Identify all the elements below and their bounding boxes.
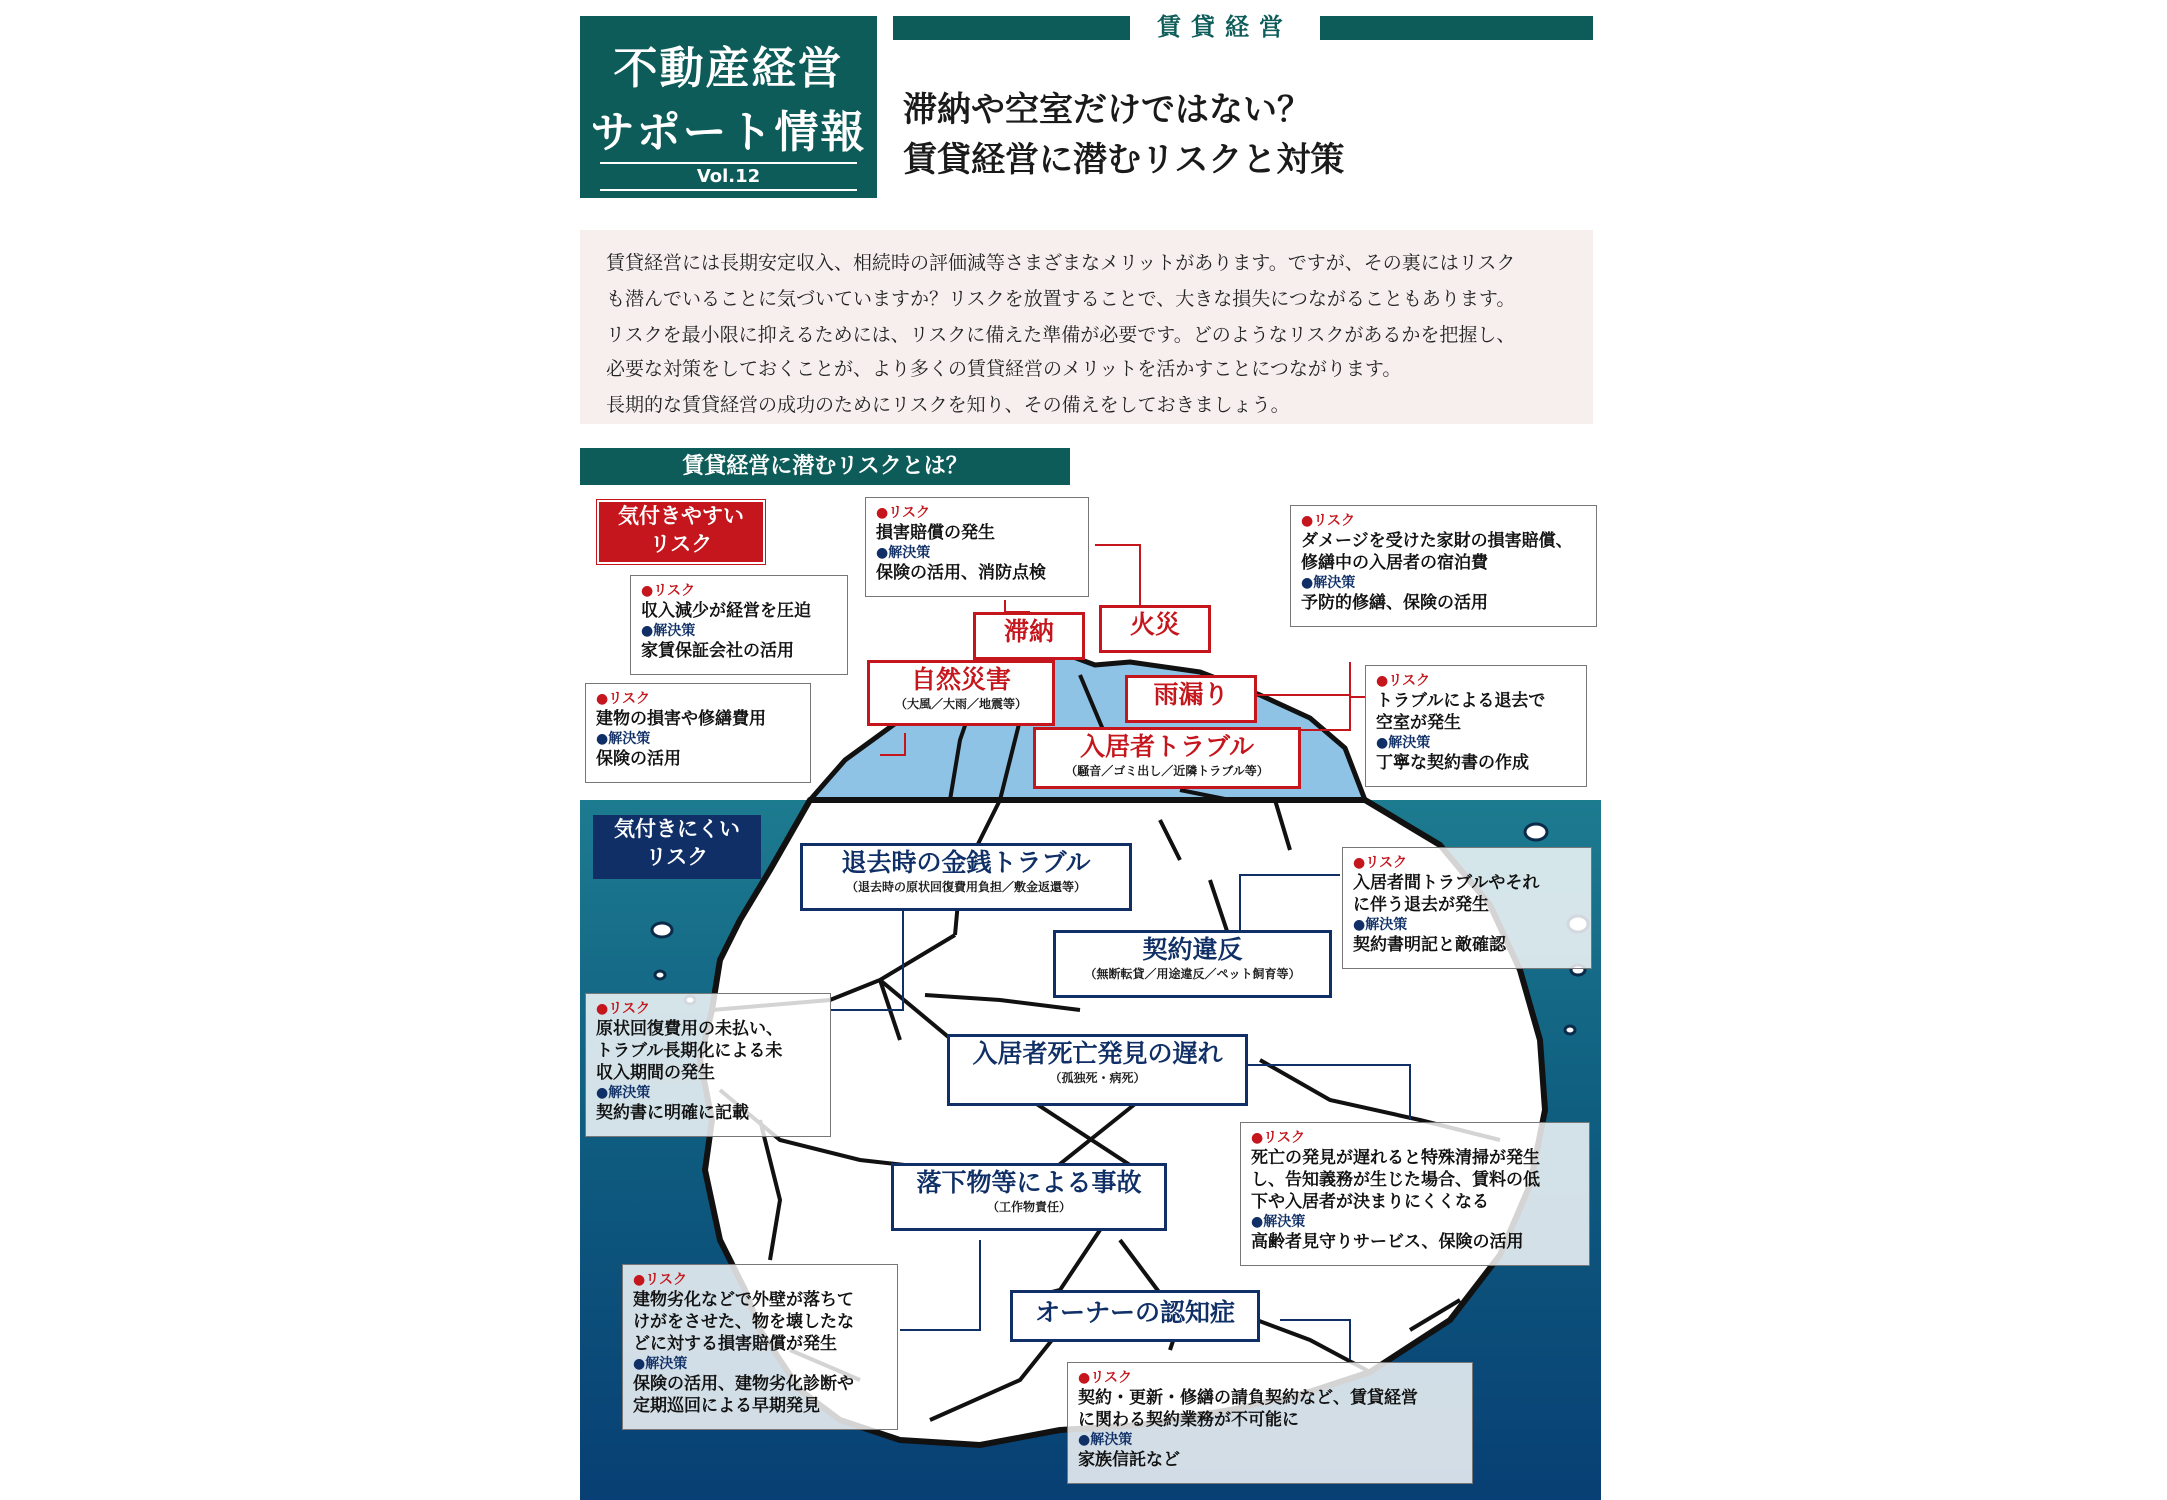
callout-delinquency (630, 575, 848, 675)
risk-name: 滞納 (1003, 617, 1054, 646)
callout-fire (865, 497, 1089, 597)
risk-examples: （無断転貸／用途違反／ペット飼育等） (1084, 967, 1301, 981)
solution-label: ● 解決策 (1376, 734, 1576, 752)
title-line-2: サポート情報 (590, 107, 867, 158)
risk-label: ● リスク (1251, 1129, 1579, 1147)
solution-label: ● 解決策 (1353, 916, 1581, 934)
risk-text: 建物の損害や修繕費用 (596, 709, 766, 729)
solution-text: 家賃保証会社の活用 (641, 641, 794, 661)
solution-label: ● 解決策 (1251, 1213, 1579, 1231)
solution-text: 契約書明記と敵確認 (1353, 935, 1506, 955)
risk-text: に伴う退去が発生 (1353, 895, 1489, 915)
risk-name: 退去時の金銭トラブル (841, 848, 1091, 877)
solution-text: 保険の活用、消防点検 (876, 563, 1046, 583)
risk-text: 建物劣化などで外壁が落ちて (633, 1290, 854, 1310)
tag-line: リスク (645, 845, 709, 869)
risk-box-fire (1099, 605, 1211, 653)
bubble (655, 971, 665, 979)
risk-text: 収入減少が経営を圧迫 (641, 601, 811, 621)
solution-text: 高齢者見守りサービス、保険の活用 (1251, 1232, 1524, 1252)
intro-line: 長期的な賃貸経営の成功のためにリスクを知り、その備えをしておきましょう。 (606, 394, 1290, 416)
risk-box-tenant-trouble (1033, 727, 1301, 789)
intro-line: 賃貸経営には長期安定収入、相続時の評価減等さまざまなメリットがあります。ですが、その裏にはリスク (606, 252, 1516, 274)
risk-text: 収入期間の発生 (596, 1063, 715, 1083)
risk-text: 損害賠償の発生 (876, 523, 995, 543)
risk-box-falling-objects (891, 1163, 1167, 1231)
headline-line-2: 賃貸経営に潜むリスクと対策 (903, 140, 1345, 180)
callout-tenant-trouble (1365, 665, 1587, 787)
risk-label: ● リスク (633, 1271, 887, 1289)
easy-to-notice-tag (597, 500, 765, 564)
risk-label: ● リスク (1376, 672, 1576, 690)
callout-owner-dementia (1067, 1362, 1473, 1484)
solution-text: 丁寧な契約書の作成 (1376, 753, 1529, 773)
callout-late-death-discovery (1240, 1122, 1590, 1266)
solution-text: 予防的修繕、保険の活用 (1301, 593, 1488, 613)
callout-roof-leak (1290, 505, 1597, 627)
title-line-1: 不動産経営 (613, 43, 844, 94)
risk-label: ● リスク (876, 504, 1078, 522)
solution-label: ● 解決策 (596, 730, 800, 748)
risk-label: ● リスク (641, 582, 837, 600)
risk-text: ダメージを受けた家財の損害賠償、 (1301, 531, 1573, 551)
risk-text: 契約・更新・修繕の請負契約など、賃貸経営 (1078, 1388, 1418, 1408)
risk-text: に関わる契約業務が不可能に (1078, 1410, 1299, 1430)
risk-examples: （孤独死・病死） (1049, 1071, 1146, 1085)
headline-line-1: 滞納や空室だけではない？ (903, 90, 1311, 130)
callout-move-out-money-trouble (585, 993, 831, 1137)
intro-line: も潜んでいることに気づいていますか？リスクを放置することで、大きな損失につながることもあります。 (606, 288, 1516, 310)
bubble (1525, 824, 1547, 840)
risk-text: トラブルによる退去で (1376, 691, 1546, 711)
risk-box-owner-dementia (1010, 1290, 1260, 1342)
risk-text: し、告知義務が生じた場合、賃料の低 (1251, 1170, 1540, 1190)
category-label: 賃貸経営 (1130, 10, 1320, 44)
risk-name: 契約違反 (1142, 935, 1243, 964)
risk-label: ● リスク (596, 690, 800, 708)
bubble (652, 923, 672, 937)
risk-name: 火災 (1129, 610, 1180, 639)
risk-name: オーナーの認知症 (1034, 1298, 1235, 1327)
hard-to-notice-tag (593, 815, 761, 879)
solution-label: ● 解決策 (1301, 574, 1586, 592)
risk-text: トラブル長期化による未 (596, 1041, 783, 1061)
solution-text: 家族信託など (1078, 1450, 1180, 1470)
risk-box-delinquency (973, 612, 1085, 660)
solution-label: ● 解決策 (876, 544, 1078, 562)
intro-line: 必要な対策をしておくことが、より多くの賃貸経営のメリットを活かすことにつながります。 (606, 358, 1402, 380)
risk-text: けがをさせた、物を壊したな (633, 1312, 854, 1332)
risk-box-move-out-money-trouble (800, 843, 1132, 911)
risk-box-contract-violation (1053, 930, 1332, 998)
risk-box-natural-disaster (867, 660, 1055, 726)
connector-line (1095, 545, 1140, 605)
risk-name: 雨漏り (1153, 680, 1229, 709)
risk-examples: （退去時の原状回復費用負担／敷金返還等） (845, 880, 1086, 894)
risk-label: ● リスク (1353, 854, 1581, 872)
risk-text: 下や入居者が決まりにくくなる (1251, 1192, 1489, 1212)
volume-number: Vol.12 (696, 166, 761, 187)
risk-label: ● リスク (1301, 512, 1586, 530)
risk-text: 死亡の発見が遅れると特殊清掃が発生 (1251, 1148, 1540, 1168)
risk-text: 入居者間トラブルやそれ (1353, 873, 1540, 893)
solution-label: ● 解決策 (633, 1355, 887, 1373)
risk-text: 原状回復費用の未払い、 (596, 1019, 783, 1039)
callout-falling-objects (622, 1264, 898, 1430)
risk-name: 入居者死亡発見の遅れ (972, 1039, 1223, 1068)
risk-box-roof-leak (1125, 675, 1257, 723)
bubble (1565, 1026, 1575, 1034)
risk-text: 修繕中の入居者の宿泊費 (1301, 553, 1488, 573)
solution-text: 定期巡回による早期発見 (633, 1396, 820, 1416)
risk-text: 空室が発生 (1376, 713, 1461, 733)
solution-label: ● 解決策 (596, 1084, 820, 1102)
risk-examples: （騒音／ゴミ出し／近隣トラブル等） (1065, 764, 1269, 778)
risk-name: 入居者トラブル (1079, 732, 1254, 761)
solution-text: 保険の活用、建物劣化診断や (633, 1374, 854, 1394)
risk-label: ● リスク (1078, 1369, 1462, 1387)
solution-text: 契約書に明確に記載 (596, 1103, 749, 1123)
connector-line (1005, 600, 1030, 612)
tag-line: 気付きにくい (614, 817, 740, 841)
risk-examples: （大風／大雨／地震等） (894, 697, 1027, 711)
risk-name: 落下物等による事故 (916, 1168, 1142, 1197)
risk-text: どに対する損害賠償が発生 (633, 1334, 837, 1354)
tag-line: リスク (649, 532, 713, 556)
callout-contract-violation (1342, 847, 1592, 969)
tag-line: 気付きやすい (618, 504, 744, 528)
solution-label: ● 解決策 (641, 622, 837, 640)
solution-text: 保険の活用 (596, 749, 681, 769)
callout-natural-disaster (585, 683, 811, 783)
solution-label: ● 解決策 (1078, 1431, 1462, 1449)
intro-line: リスクを最小限に抑えるためには、リスクに備えた準備が必要です。どのようなリスクがあるかを把握し、 (606, 324, 1516, 346)
section-heading: 賃貸経営に潜むリスクとは？ (580, 448, 1070, 485)
risk-name: 自然災害 (910, 665, 1011, 694)
risk-box-late-death-discovery (947, 1034, 1248, 1106)
risk-examples: （工作物責任） (986, 1200, 1071, 1214)
risk-label: ● リスク (596, 1000, 820, 1018)
